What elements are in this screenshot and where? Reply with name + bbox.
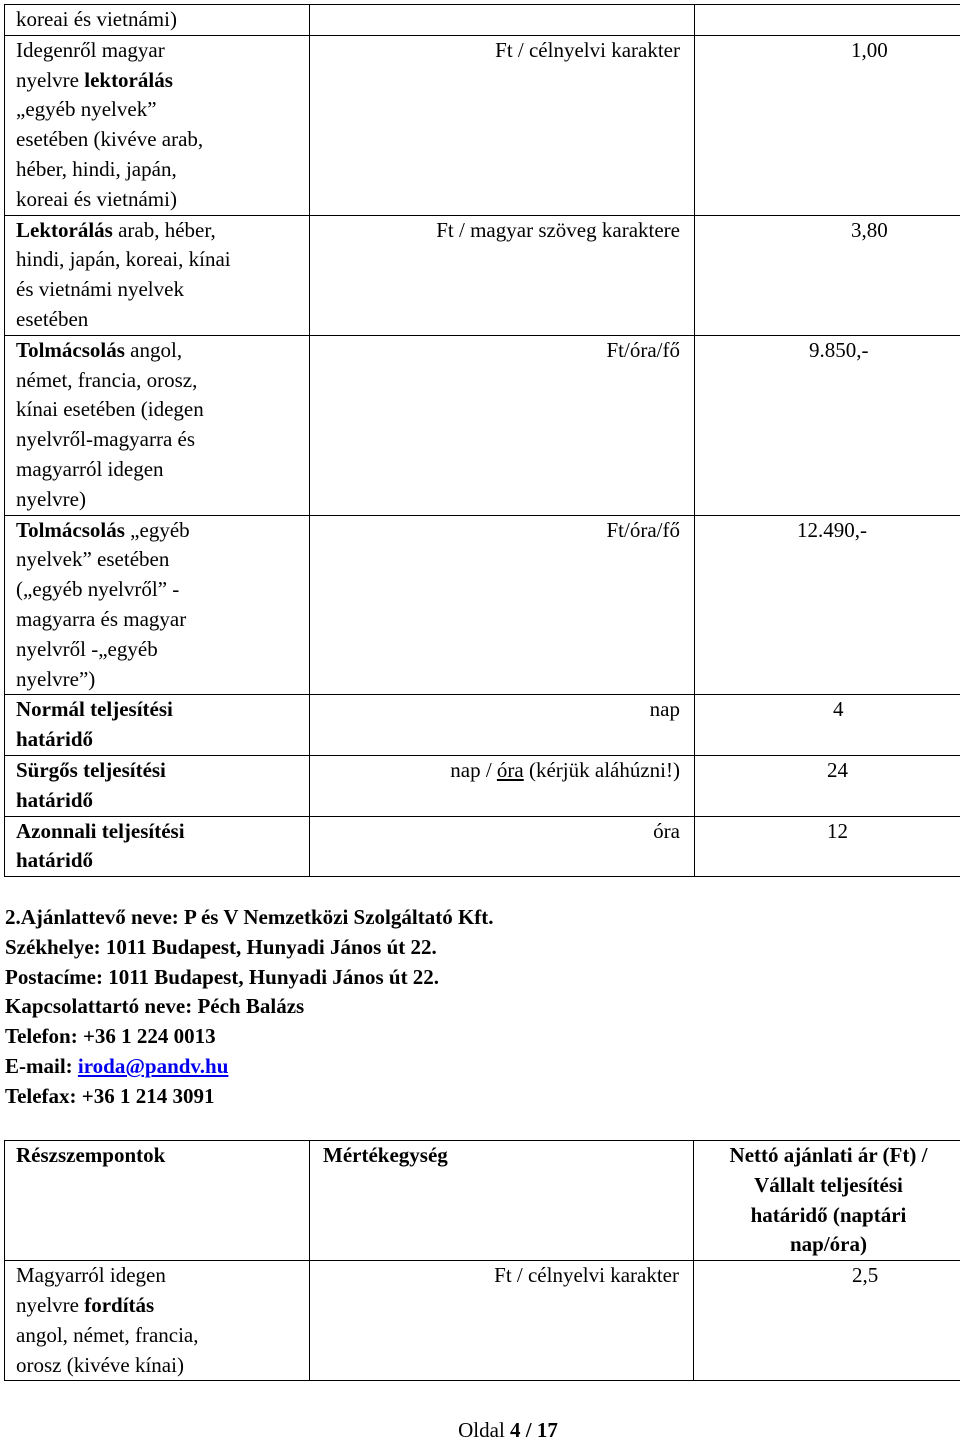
page-number <box>0 1416 960 1446</box>
row-label-bold: Tolmácsolás <box>16 338 125 362</box>
value-cell <box>695 5 960 36</box>
email-link[interactable]: iroda@pandv.hu <box>78 1054 228 1078</box>
row-label <box>5 5 310 36</box>
row-label-bold: lektorálás <box>84 68 173 92</box>
bidder-postal-address: Postacíme: 1011 Budapest, Hunyadi János út 22. <box>5 963 494 993</box>
header-text: Mértékegység <box>323 1143 448 1167</box>
row-label-bold: Normál teljesítési határidő <box>16 697 173 751</box>
table-header-row <box>5 1141 960 1261</box>
value-text: 9.850,- <box>809 338 869 362</box>
header-text: Részszempontok <box>16 1143 165 1167</box>
unit-text: Ft/óra/fő <box>607 518 681 542</box>
table-row <box>5 335 960 515</box>
bidder-seat: Székhelye: 1011 Budapest, Hunyadi János út 22. <box>5 933 494 963</box>
page-prefix: Oldal <box>458 1418 510 1442</box>
table-row <box>5 5 960 36</box>
value-text: 12 <box>827 819 848 843</box>
table-row <box>5 1261 960 1381</box>
value-text: 12.490,- <box>797 518 867 542</box>
row-label <box>5 335 310 515</box>
unit-underlined: óra <box>497 758 524 782</box>
unit-text: Ft / célnyelvi karakter <box>495 38 680 62</box>
row-label-bold: Tolmácsolás <box>16 518 125 542</box>
row-label-text: arab, héber, hindi, japán, koreai, kínai és vietnámi nyelvek esetében <box>16 218 231 331</box>
table-row <box>5 515 960 695</box>
unit-cell <box>310 35 695 215</box>
header-text: Nettó ajánlati ár (Ft) / Vállalt teljesítési határidő (naptári nap/óra) <box>730 1143 928 1256</box>
unit-cell <box>310 816 695 877</box>
row-label-bold: Azonnali teljesítési határidő <box>16 819 185 873</box>
unit-text: Ft/óra/fő <box>607 338 681 362</box>
row-label-text: angol, német, francia, orosz, kínai esetében (idegen nyelvről-magyarra és magyarról idegen nyelvre) <box>16 338 204 511</box>
bidder-info <box>5 903 494 1112</box>
unit-text: Ft / magyar szöveg karaktere <box>436 218 680 242</box>
header-price <box>694 1141 960 1261</box>
value-cell <box>695 35 960 215</box>
value-text: 4 <box>833 697 844 721</box>
contact-person: Kapcsolattartó neve: Péch Balázs <box>5 992 494 1022</box>
table-row <box>5 816 960 877</box>
table-row <box>5 35 960 215</box>
row-label-text: Idegenről magyar nyelvre <box>16 38 165 92</box>
row-label <box>5 215 310 335</box>
table-row <box>5 695 960 756</box>
row-label-text: koreai és vietnámi) <box>16 7 177 31</box>
row-label <box>5 1261 310 1381</box>
current-page: 4 <box>510 1418 521 1442</box>
unit-cell <box>310 695 695 756</box>
unit-text: (kérjük aláhúzni!) <box>524 758 680 782</box>
row-label-bold: Sürgős teljesítési határidő <box>16 758 166 812</box>
row-label-text: Magyarról idegen nyelvre <box>16 1263 166 1317</box>
bidder-name: 2.Ajánlattevő neve: P és V Nemzetközi Szolgáltató Kft. <box>5 903 494 933</box>
table-row <box>5 215 960 335</box>
value-cell <box>695 515 960 695</box>
row-label <box>5 816 310 877</box>
value-text: 1,00 <box>851 38 888 62</box>
value-text: 2,5 <box>852 1263 878 1287</box>
unit-cell <box>310 515 695 695</box>
unit-cell <box>310 5 695 36</box>
fax: Telefax: +36 1 214 3091 <box>5 1082 494 1112</box>
unit-cell <box>310 335 695 515</box>
unit-text: nap / <box>450 758 497 782</box>
row-label <box>5 515 310 695</box>
email-label: E-mail: <box>5 1054 78 1078</box>
value-cell <box>695 335 960 515</box>
value-cell <box>695 215 960 335</box>
value-text: 3,80 <box>851 218 888 242</box>
table-row <box>5 755 960 816</box>
unit-text: óra <box>653 819 680 843</box>
unit-text: nap <box>650 697 680 721</box>
row-label-text: „egyéb nyelvek” esetében (kivéve arab, héber, hindi, japán, koreai és vietnámi) <box>16 97 203 210</box>
email-line <box>5 1052 494 1082</box>
unit-cell <box>310 755 695 816</box>
row-label <box>5 35 310 215</box>
value-cell <box>695 816 960 877</box>
row-label-text: „egyéb nyelvek” esetében („egyéb nyelvről” - magyarra és magyar nyelvről -„egyéb nyelvre”) <box>16 518 190 691</box>
unit-text: Ft / célnyelvi karakter <box>494 1263 679 1287</box>
total-pages: 17 <box>537 1418 558 1442</box>
price-table <box>4 4 960 877</box>
row-label <box>5 755 310 816</box>
row-label-bold: fordítás <box>84 1293 154 1317</box>
offer-table <box>4 1140 960 1381</box>
row-label <box>5 695 310 756</box>
page-separator: / <box>521 1418 537 1442</box>
row-label-bold: Lektorálás <box>16 218 113 242</box>
value-cell <box>694 1261 960 1381</box>
header-unit <box>310 1141 694 1261</box>
unit-cell <box>310 1261 694 1381</box>
value-text: 24 <box>827 758 848 782</box>
value-cell <box>695 695 960 756</box>
phone: Telefon: +36 1 224 0013 <box>5 1022 494 1052</box>
value-cell <box>695 755 960 816</box>
row-label-text: angol, német, francia, orosz (kivéve kínai) <box>16 1323 199 1377</box>
header-subcriteria <box>5 1141 310 1261</box>
unit-cell <box>310 215 695 335</box>
